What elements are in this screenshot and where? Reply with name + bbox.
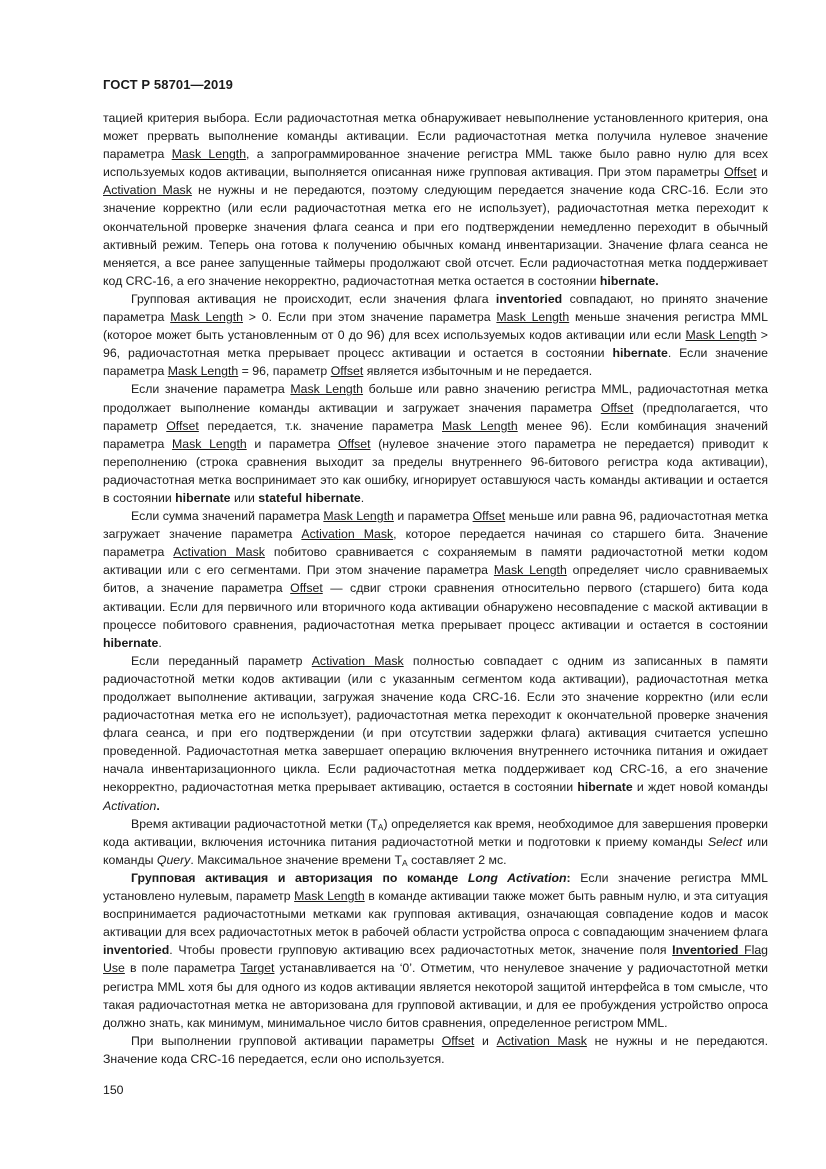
term-mask-length: Mask Length xyxy=(170,310,243,325)
text-run: в поле параметра xyxy=(124,961,241,976)
text-run: и параметра xyxy=(246,436,338,451)
text-run: составляет 2 мс. xyxy=(407,852,507,867)
term-offset: Offset xyxy=(166,418,199,433)
term-query-command: Query xyxy=(156,852,191,867)
term-activation-mask: Activation Mask xyxy=(301,527,394,542)
text-run: не нужны и не передаются, поэтому следующим передается значение кода CRC-16. Если это значение корректно (или если радиочастотная метка его не использует), радиочастотная метка переходит к окончательной проверке значения флага сеанса и при его подтверждении немедленно переходит в обычный активный режим. Теперь она готова к получению обычных команд инвентаризации. Значение флага сеанса не меняется, а все ранее запущенные таймеры продолжают свой отсчет. Если радиочастотная метка поддерживает код CRC-16, а его значение некорректно, радиочастотная метка остается в состоянии xyxy=(103,183,768,288)
text-run: полностью совпадает с одним из записанных в памяти радиочастотной метки кодов активации (или с указанным сегментом кода активации), радиочастотная метка продолжает выполнение активации, загружая значение кода CRC-16. Если это значение корректно (или если радиочастотная метка его не использует), радиочастотная метка переходит к окончательной проверке значения флага сеанса, и при его подтверждении (и при отсутствии задержки флага) активация считается успешно проведенной. Радиочастотная метка завершает операцию включения внутреннего источника питания и ожидает начала инвентаризационного цикла. Если радиочастотная метка поддерживает код CRC-16, а его значение некорректно, радиочастотная метка прерывает активацию, остается в состоянии xyxy=(103,653,769,795)
run-in-heading: Групповая активация и авторизация по команде xyxy=(131,870,468,885)
term-hibernate: hibernate xyxy=(175,490,231,505)
text-run: . xyxy=(360,490,365,505)
text-run: устанавливается на ‘0’. Отметим, что ненулевое значение у радиочастотной метки регистра MML хотя бы для одного из кодов активации является некоторой защитой интерфейса в том смысле, что такая радиочастотная метка не авторизована для групповой активации, и для ее пробуждения устройство опроса должно знать, как минимум, минимальное число битов сравнения, определенное регистром MML. xyxy=(103,961,768,1030)
text-run: — сдвиг строки сравнения относительно первого (старшего) бита кода активации. Если для первичного или вторичного кода активации обнаружено несовпадение с маской активации в процессе побитового сравнения, радиочастотная метка прерывает процесс активации и остается в состоянии xyxy=(103,581,768,632)
text-run: совпадают, но принято значение параметра xyxy=(103,291,769,325)
text-run: или xyxy=(230,490,259,505)
text-run: = 96, параметр xyxy=(238,364,331,379)
term-long-activation xyxy=(468,871,567,885)
term-offset: Offset xyxy=(724,165,757,180)
paragraph-4 xyxy=(103,507,768,652)
term-target: Target xyxy=(240,961,275,976)
term-hibernate: hibernate. xyxy=(599,273,659,288)
text-run: в команде активации также может быть равным нулю, и эта ситуация воспринимается радиочастотными метками как групповая активация, означающая совпадение кодов и масок активации для всех радиочастотных меток в рабочей области устройства опроса с совпадающим значением флага xyxy=(103,889,768,940)
document-header xyxy=(103,77,233,92)
term-flag-use: Flag Use xyxy=(103,943,768,976)
text-run: и параметра xyxy=(393,509,473,524)
page-number: 150 xyxy=(103,1083,124,1097)
term-stateful-hibernate: stateful hibernate xyxy=(258,490,361,505)
term-offset: Offset xyxy=(472,509,506,524)
term-activation-command: Activation xyxy=(103,798,157,813)
term-offset: Offset xyxy=(441,1033,475,1048)
term-inventoried: Inventoried xyxy=(672,943,739,958)
term-activation-mask: Activation Mask xyxy=(496,1033,587,1048)
text-run: . xyxy=(156,798,160,813)
term-mask-length: Mask Length xyxy=(290,382,364,397)
text-run: . Максимальное значение времени T xyxy=(190,852,402,867)
text-run: , которое передается начиная со старшего бита. Значение параметра xyxy=(103,527,768,560)
term-mask-length: Mask Length xyxy=(167,364,239,379)
text-run: > 96, радиочастотная метка прерывает процесс активации и остается в состоянии xyxy=(103,328,768,361)
text-run: ) определяется как время, необходимое для завершения проверки кода активации, включения источника питания радиочастотной метки и подготовки к приему команды xyxy=(103,816,768,849)
text-run: побитово сравнивается с сохраняемым в памяти радиочастотной метки кодом активации или с его сегментами. При этом значение параметра xyxy=(103,545,768,578)
text-run: > 0. Если при этом значение параметра xyxy=(242,310,497,325)
term-inventoried: inventoried xyxy=(495,291,563,306)
term-mask-length: Mask Length xyxy=(294,889,365,904)
term-offset: Offset xyxy=(330,364,364,379)
term-select-command: Select xyxy=(707,834,743,849)
text-run: и xyxy=(756,165,769,180)
text-run: Если значение параметра xyxy=(131,382,291,397)
text-run: или команды xyxy=(103,834,768,867)
text-run: . Если значение параметра xyxy=(103,346,769,379)
term-activation-mask: Activation Mask xyxy=(103,183,192,198)
text-run: не нужны и не передаются. Значение кода CRC-16 передается, если оно используется. xyxy=(103,1033,768,1066)
text-run: (предполагается, что параметр xyxy=(103,400,768,433)
text-run: (нулевое значение этого параметра не передается) приводит к переполнению (строка сравнения выходит за пределы внутреннего 96-битового регистра кода активации), радиочастотная метка воспринимает это как ошибку, игнорирует оставшуюся часть команды активации и остается в состоянии xyxy=(103,436,768,505)
text-run: : xyxy=(566,870,571,885)
term-mask-length: Mask Length xyxy=(496,310,570,325)
term-mask-length: Mask Length xyxy=(323,509,394,524)
term-activation-mask: Activation Mask xyxy=(173,545,265,560)
text-run: Групповая активация не происходит, если значения флага xyxy=(131,291,496,306)
text-run: . Чтобы провести групповую активацию всех радиочастотных меток, значение поля xyxy=(169,943,673,958)
text-run: больше или равно значению регистра MML, радиочастотная метка продолжает выполнение команды активации и загружает значения параметра xyxy=(103,382,768,415)
text-run: тацией критерия выбора. Если радиочастотная метка обнаруживает невыполнение установленного критерия, она может прервать выполнение команды активации. Если радиочастотная метка получила нулевое значение параметра xyxy=(103,111,768,162)
subscript: A xyxy=(377,821,384,832)
term-offset: Offset xyxy=(290,581,323,596)
term-mask-length: Mask Length xyxy=(493,563,567,578)
text-run: является избыточным и не передается. xyxy=(363,364,593,379)
term-mask-length: Mask Length xyxy=(685,328,757,343)
text-run: передается, т.к. значение параметра xyxy=(198,418,442,433)
subscript: A xyxy=(401,857,408,868)
text-run: определяет число сравниваемых битов, а значение параметра xyxy=(103,563,768,596)
paragraph-3 xyxy=(103,380,768,507)
text-run: и ждет новой команды xyxy=(632,780,768,795)
term-offset: Offset xyxy=(337,436,371,451)
term-hibernate: hibernate xyxy=(612,346,668,361)
paragraph-8 xyxy=(103,1032,768,1068)
body-text xyxy=(103,109,768,1068)
term-inventoried-flag-use xyxy=(672,943,738,957)
term-long-activation-italic: Long Activation xyxy=(467,870,567,885)
term-offset: Offset xyxy=(600,400,634,415)
term-hibernate: hibernate xyxy=(577,780,633,795)
standard-id: ГОСТ Р 58701—2019 xyxy=(103,77,233,92)
term-mask-length: Mask Length xyxy=(172,436,247,451)
text-run: Если сумма значений параметра xyxy=(131,509,324,524)
text-run: Если значение регистра MML установлено нулевым, параметр xyxy=(103,870,768,904)
text-run: менее 96). Если комбинация значений параметра xyxy=(103,418,768,451)
text-run: Если переданный параметр xyxy=(131,653,312,668)
text-run: При выполнении групповой активации параметры xyxy=(131,1033,442,1048)
paragraph-6 xyxy=(103,815,768,869)
paragraph-7 xyxy=(103,869,768,1032)
term-mask-length: Mask Length xyxy=(171,147,247,162)
term-inventoried: inventoried xyxy=(103,943,170,958)
term-mask-length: Mask Length xyxy=(442,418,518,433)
text-run: меньше или равна 96, радиочастотная метка загружает значение параметра xyxy=(103,509,768,542)
text-run: и xyxy=(474,1033,497,1048)
term-activation-mask: Activation Mask xyxy=(311,653,404,668)
text-run: , а запрограммированное значение регистра MML также было равно нулю для всех используемых кодов активации, выполняется описанная ниже групповая активация. При этом параметры xyxy=(103,147,768,180)
text-run: меньше значения регистра MML (которое может быть установленным от 0 до 96) для всех используемых кодов активации или если xyxy=(103,310,768,343)
paragraph-5 xyxy=(103,652,768,815)
paragraph-2 xyxy=(103,290,768,380)
paragraph-1 xyxy=(103,109,768,290)
text-run: Время активации радиочастотной метки (T xyxy=(131,816,378,831)
term-hibernate: hibernate xyxy=(103,635,159,650)
text-run: . xyxy=(158,635,162,650)
